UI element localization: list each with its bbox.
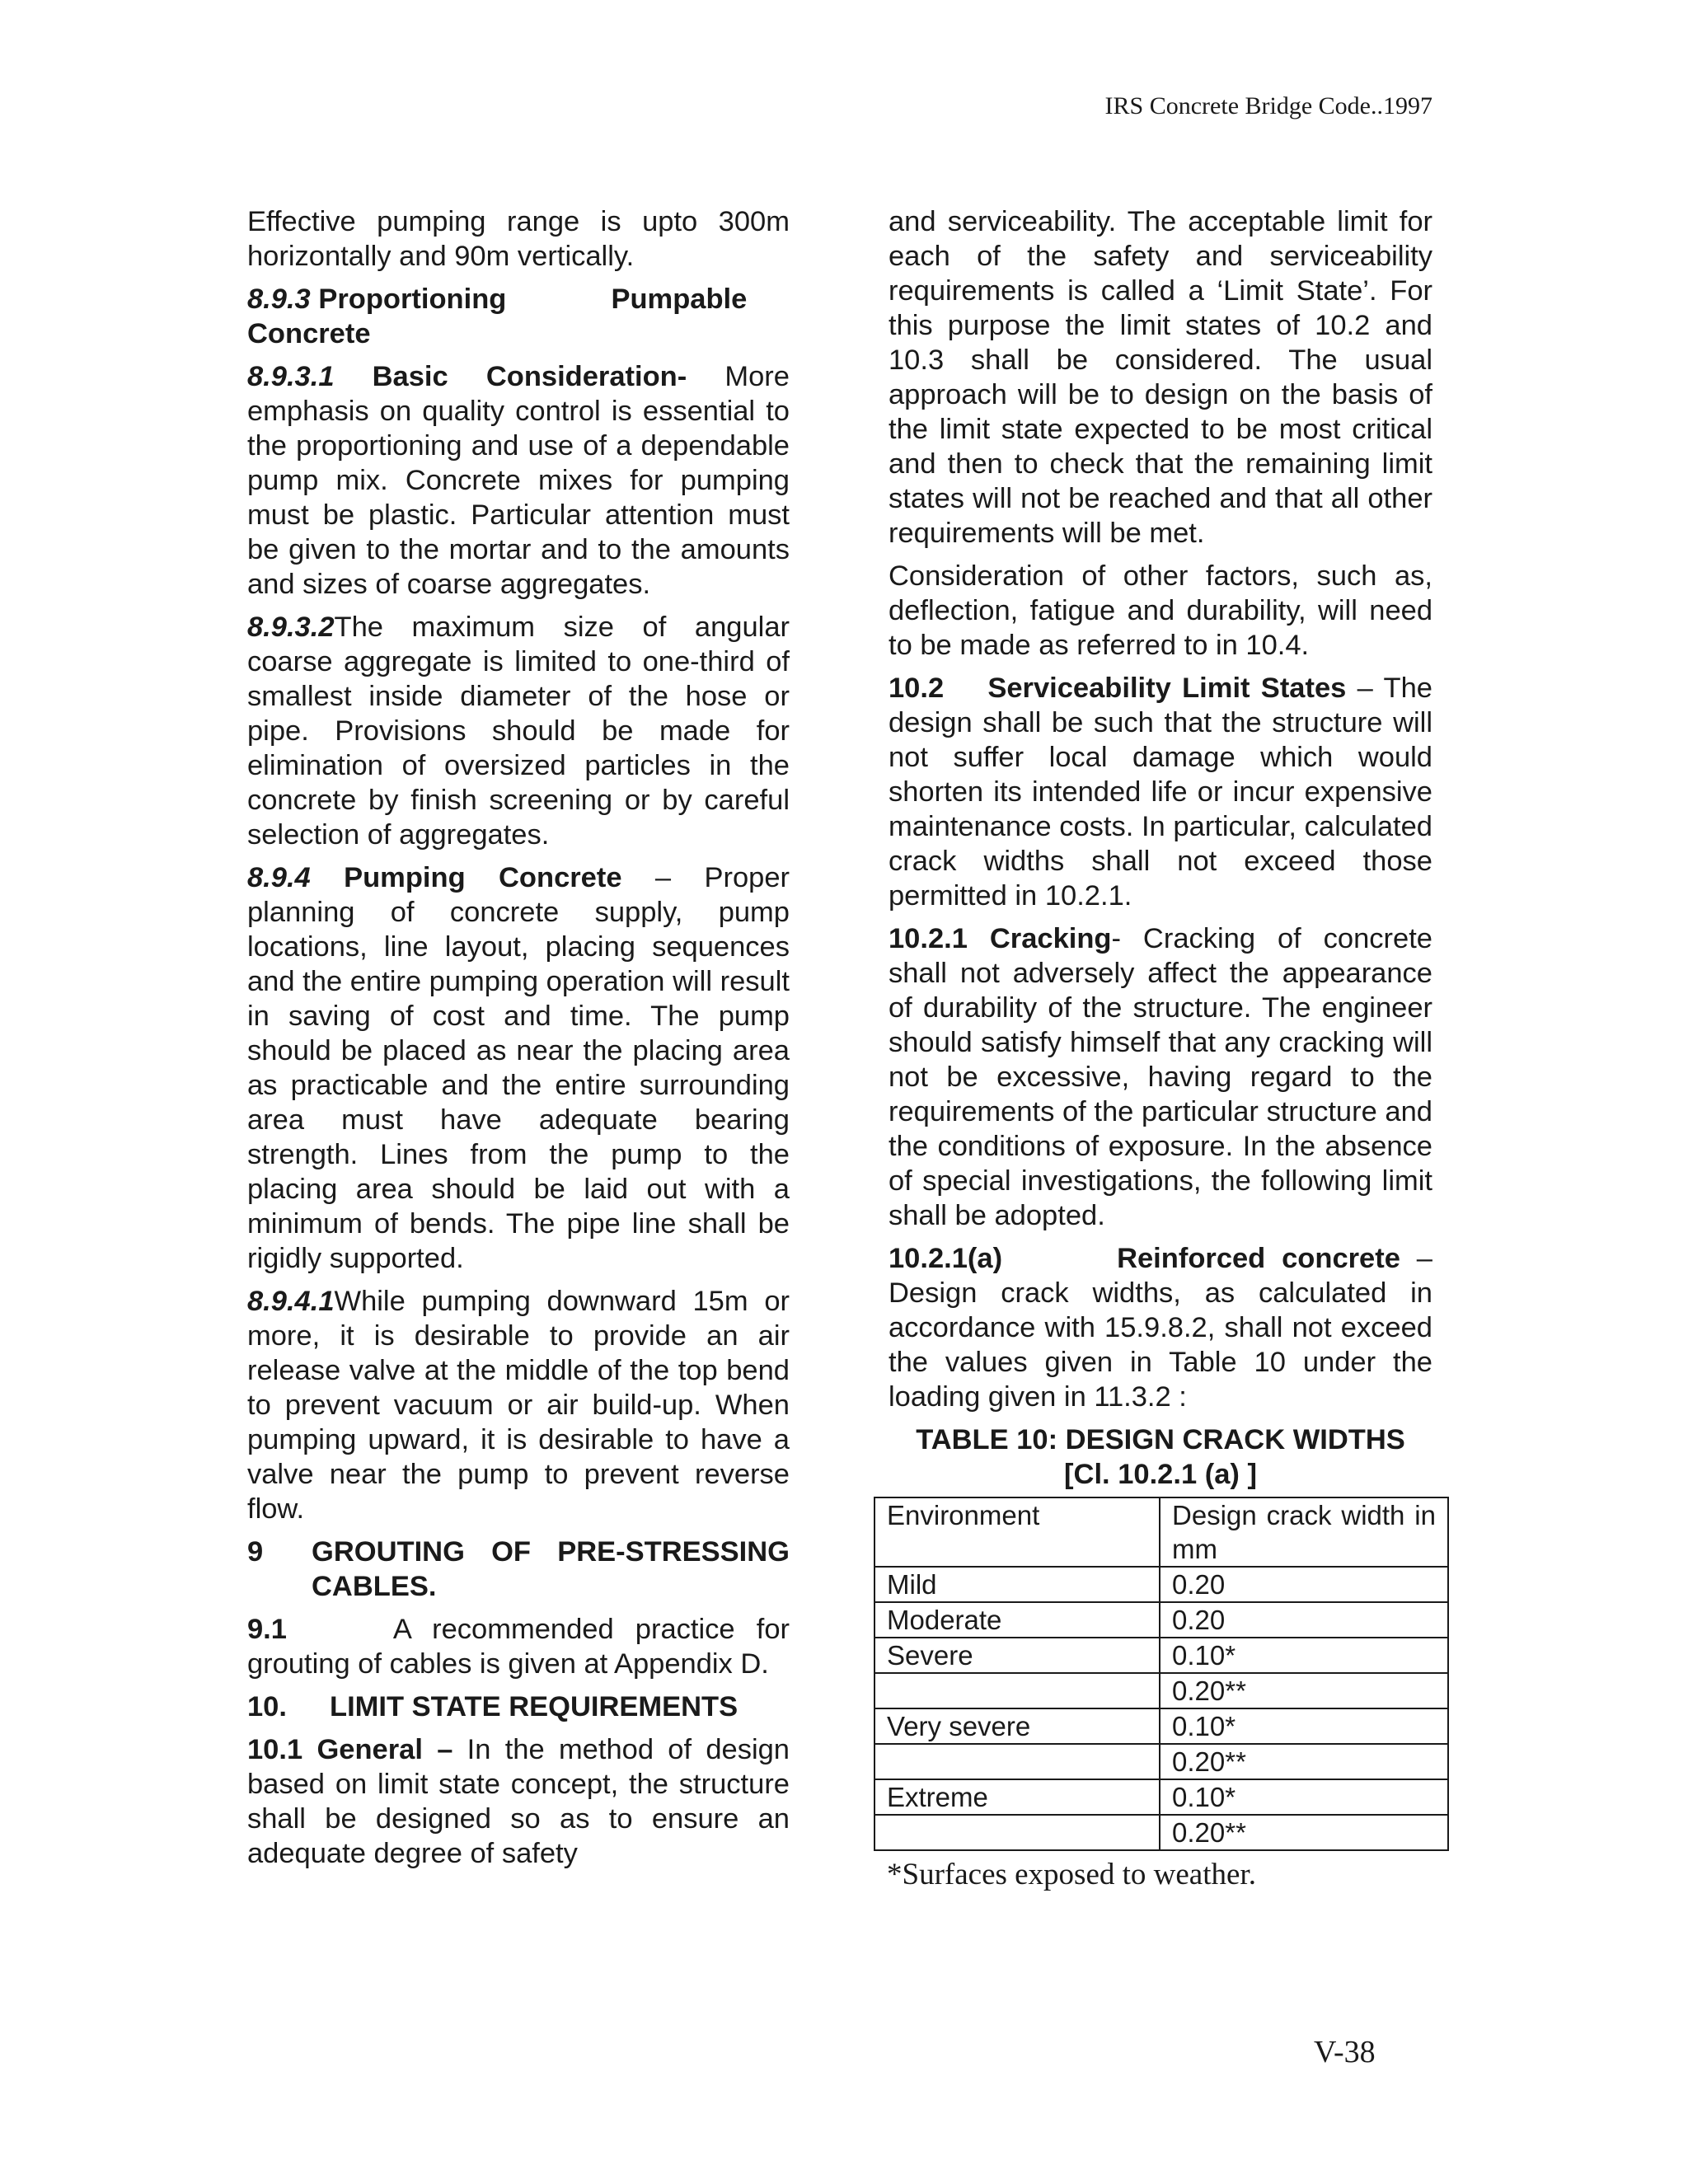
section-10-1: [247, 1732, 790, 1871]
section-number: 10.1: [247, 1734, 303, 1765]
table-header-cell: Design crack width in mm: [1160, 1497, 1448, 1567]
table-header-cell: Environment: [874, 1497, 1160, 1567]
section-title: Serviceability Limit States: [987, 673, 1347, 704]
table-cell: Moderate: [874, 1602, 1160, 1638]
table-cell: 0.10*: [1160, 1708, 1448, 1744]
section-8-9-4-1: [247, 1284, 790, 1526]
section-number: 10.2.1(a): [889, 1243, 1003, 1274]
table-header-row: [874, 1497, 1448, 1567]
section-number: 10.2.1: [889, 923, 968, 954]
section-title: Cracking: [989, 923, 1112, 954]
section-text: In the method of design based on limit state concept, the structure shall be designed so as to ensure an adequate degree of safety: [247, 1734, 790, 1869]
table-cell: 0.20**: [1160, 1815, 1448, 1850]
table-cell: Extreme: [874, 1779, 1160, 1815]
section-title: Reinforced concrete: [1117, 1243, 1400, 1274]
table-cell: [874, 1673, 1160, 1708]
table-cell: 0.20: [1160, 1602, 1448, 1638]
crack-width-table: [874, 1497, 1449, 1851]
section-title: Basic Consideration-: [372, 361, 687, 392]
paragraph-intro: Effective pumping range is upto 300m horizontally and 90m vertically.: [247, 206, 790, 272]
paragraph-consideration: Consideration of other factors, such as, deflection, fatigue and durability, will need to be made as referred to in 10.4.: [889, 560, 1432, 661]
section-text: - Cracking of concrete shall not adversely affect the appearance of durability of the structure. The engineer should satisfy himself that any cracking will not be excessive, having regard to the requirements of the particular structure and the conditions of exposure. In the absence of special investigations, the following limit shall be adopted.: [889, 923, 1432, 1231]
table-row: [874, 1815, 1448, 1850]
section-title-line: Proportioning Pumpable: [318, 284, 748, 315]
table-caption: TABLE 10: DESIGN CRACK WIDTHS: [916, 1424, 1405, 1455]
section-number: 9: [247, 1536, 264, 1568]
section-title: GROUTING OF PRE-STRESSING CABLES.: [312, 1536, 790, 1602]
section-number: 10.2: [889, 673, 945, 704]
table-cell: Severe: [874, 1638, 1160, 1673]
section-10-2: [889, 671, 1432, 913]
section-text: The maximum size of angular coarse aggregate is limited to one-third of smallest inside diameter of the hose or pipe. Provisions should be made for elimination of oversized particles in the concrete by finish screening or by careful selection of aggregates.: [247, 612, 790, 851]
section-text: While pumping downward 15m or more, it is desirable to provide an air release valve at the middle of the top bend to prevent vacuum or air build-up. When pumping upward, it is desirable to have a valve near the pump to prevent reverse flow.: [247, 1286, 790, 1525]
section-9-heading: [247, 1535, 790, 1604]
running-header: IRS Concrete Bridge Code..1997: [1104, 92, 1432, 120]
section-10-2-1-a: [889, 1241, 1432, 1414]
table-row: [874, 1567, 1448, 1602]
table-cell: 0.20: [1160, 1567, 1448, 1602]
section-number: 10.: [247, 1691, 287, 1722]
table-cell: 0.20**: [1160, 1744, 1448, 1779]
section-8-9-4: [247, 860, 790, 1276]
table-cell: Very severe: [874, 1708, 1160, 1744]
section-title: LIMIT STATE REQUIREMENTS: [330, 1691, 738, 1722]
table-subcaption: [Cl. 10.2.1 (a) ]: [1064, 1459, 1257, 1490]
page-number: V-38: [1314, 2035, 1376, 2069]
section-10-heading: [247, 1690, 790, 1724]
section-10-2-1: [889, 921, 1432, 1233]
section-text: – Proper planning of concrete supply, pump locations, line layout, placing sequences and the entire pumping operation will result in saving of cost and time. The pump should be placed as near the placing area as practicable and the entire surrounding area must have adequate bearing strength. Lines from the pump to the placing area should be laid out with a minimum of bends. The pipe line shall be rigidly supported.: [247, 862, 790, 1274]
left-column: [247, 204, 790, 1879]
paragraph-continuation: and serviceability. The acceptable limit for each of the safety and serviceability requirements is called a ‘Limit State’. For this purpose the limit states of 10.2 and 10.3 shall be considered. The usual approach will be to design on the basis of the limit state expected to be most critical and then to check that the remaining limit states will not be reached and that all other requirements will be met.: [889, 206, 1432, 549]
section-number: 8.9.3: [247, 284, 311, 315]
section-9-1: [247, 1612, 790, 1681]
table-cell: 0.20**: [1160, 1673, 1448, 1708]
section-number: 8.9.3.2: [247, 612, 335, 643]
section-text: – Design crack widths, as calculated in accordance with 15.9.8.2, shall not exceed the values given in Table 10 under the loading given in 11.3.2 :: [889, 1243, 1432, 1413]
table-row: [874, 1673, 1448, 1708]
table-title: [889, 1422, 1432, 1492]
table-cell: 0.10*: [1160, 1638, 1448, 1673]
section-title: General –: [316, 1734, 453, 1765]
section-number: 8.9.3.1: [247, 361, 335, 392]
section-text: A recommended practice for grouting of cables is given at Appendix D.: [247, 1614, 790, 1680]
right-column: [887, 204, 1436, 1892]
section-number: 8.9.4: [247, 862, 311, 893]
section-8-9-3-2: [247, 610, 790, 852]
table-row: [874, 1708, 1448, 1744]
table-cell: Mild: [874, 1567, 1160, 1602]
table-cell: [874, 1815, 1160, 1850]
table-cell: [874, 1744, 1160, 1779]
table-footnote: *Surfaces exposed to weather.: [887, 1858, 1256, 1891]
section-title: Pumping Concrete: [344, 862, 622, 893]
table-row: [874, 1779, 1448, 1815]
section-number: 9.1: [247, 1614, 287, 1645]
section-number: 8.9.4.1: [247, 1286, 335, 1317]
section-text: – The design shall be such that the structure will not suffer local damage which would shorten its intended life or incur expensive maintenance costs. In particular, calculated crack widths shall not exceed those permitted in 10.2.1.: [889, 673, 1432, 912]
table-row: [874, 1744, 1448, 1779]
section-8-9-3-heading: [247, 282, 790, 351]
section-title-line: Concrete: [247, 318, 371, 349]
section-8-9-3-1: [247, 359, 790, 602]
table-cell: 0.10*: [1160, 1779, 1448, 1815]
table-row: [874, 1638, 1448, 1673]
section-text: More emphasis on quality control is essential to the proportioning and use of a dependable pump mix. Concrete mixes for pumping must be plastic. Particular attention must be given to the mortar and to the amounts and sizes of coarse aggregates.: [247, 361, 790, 600]
table-row: [874, 1602, 1448, 1638]
